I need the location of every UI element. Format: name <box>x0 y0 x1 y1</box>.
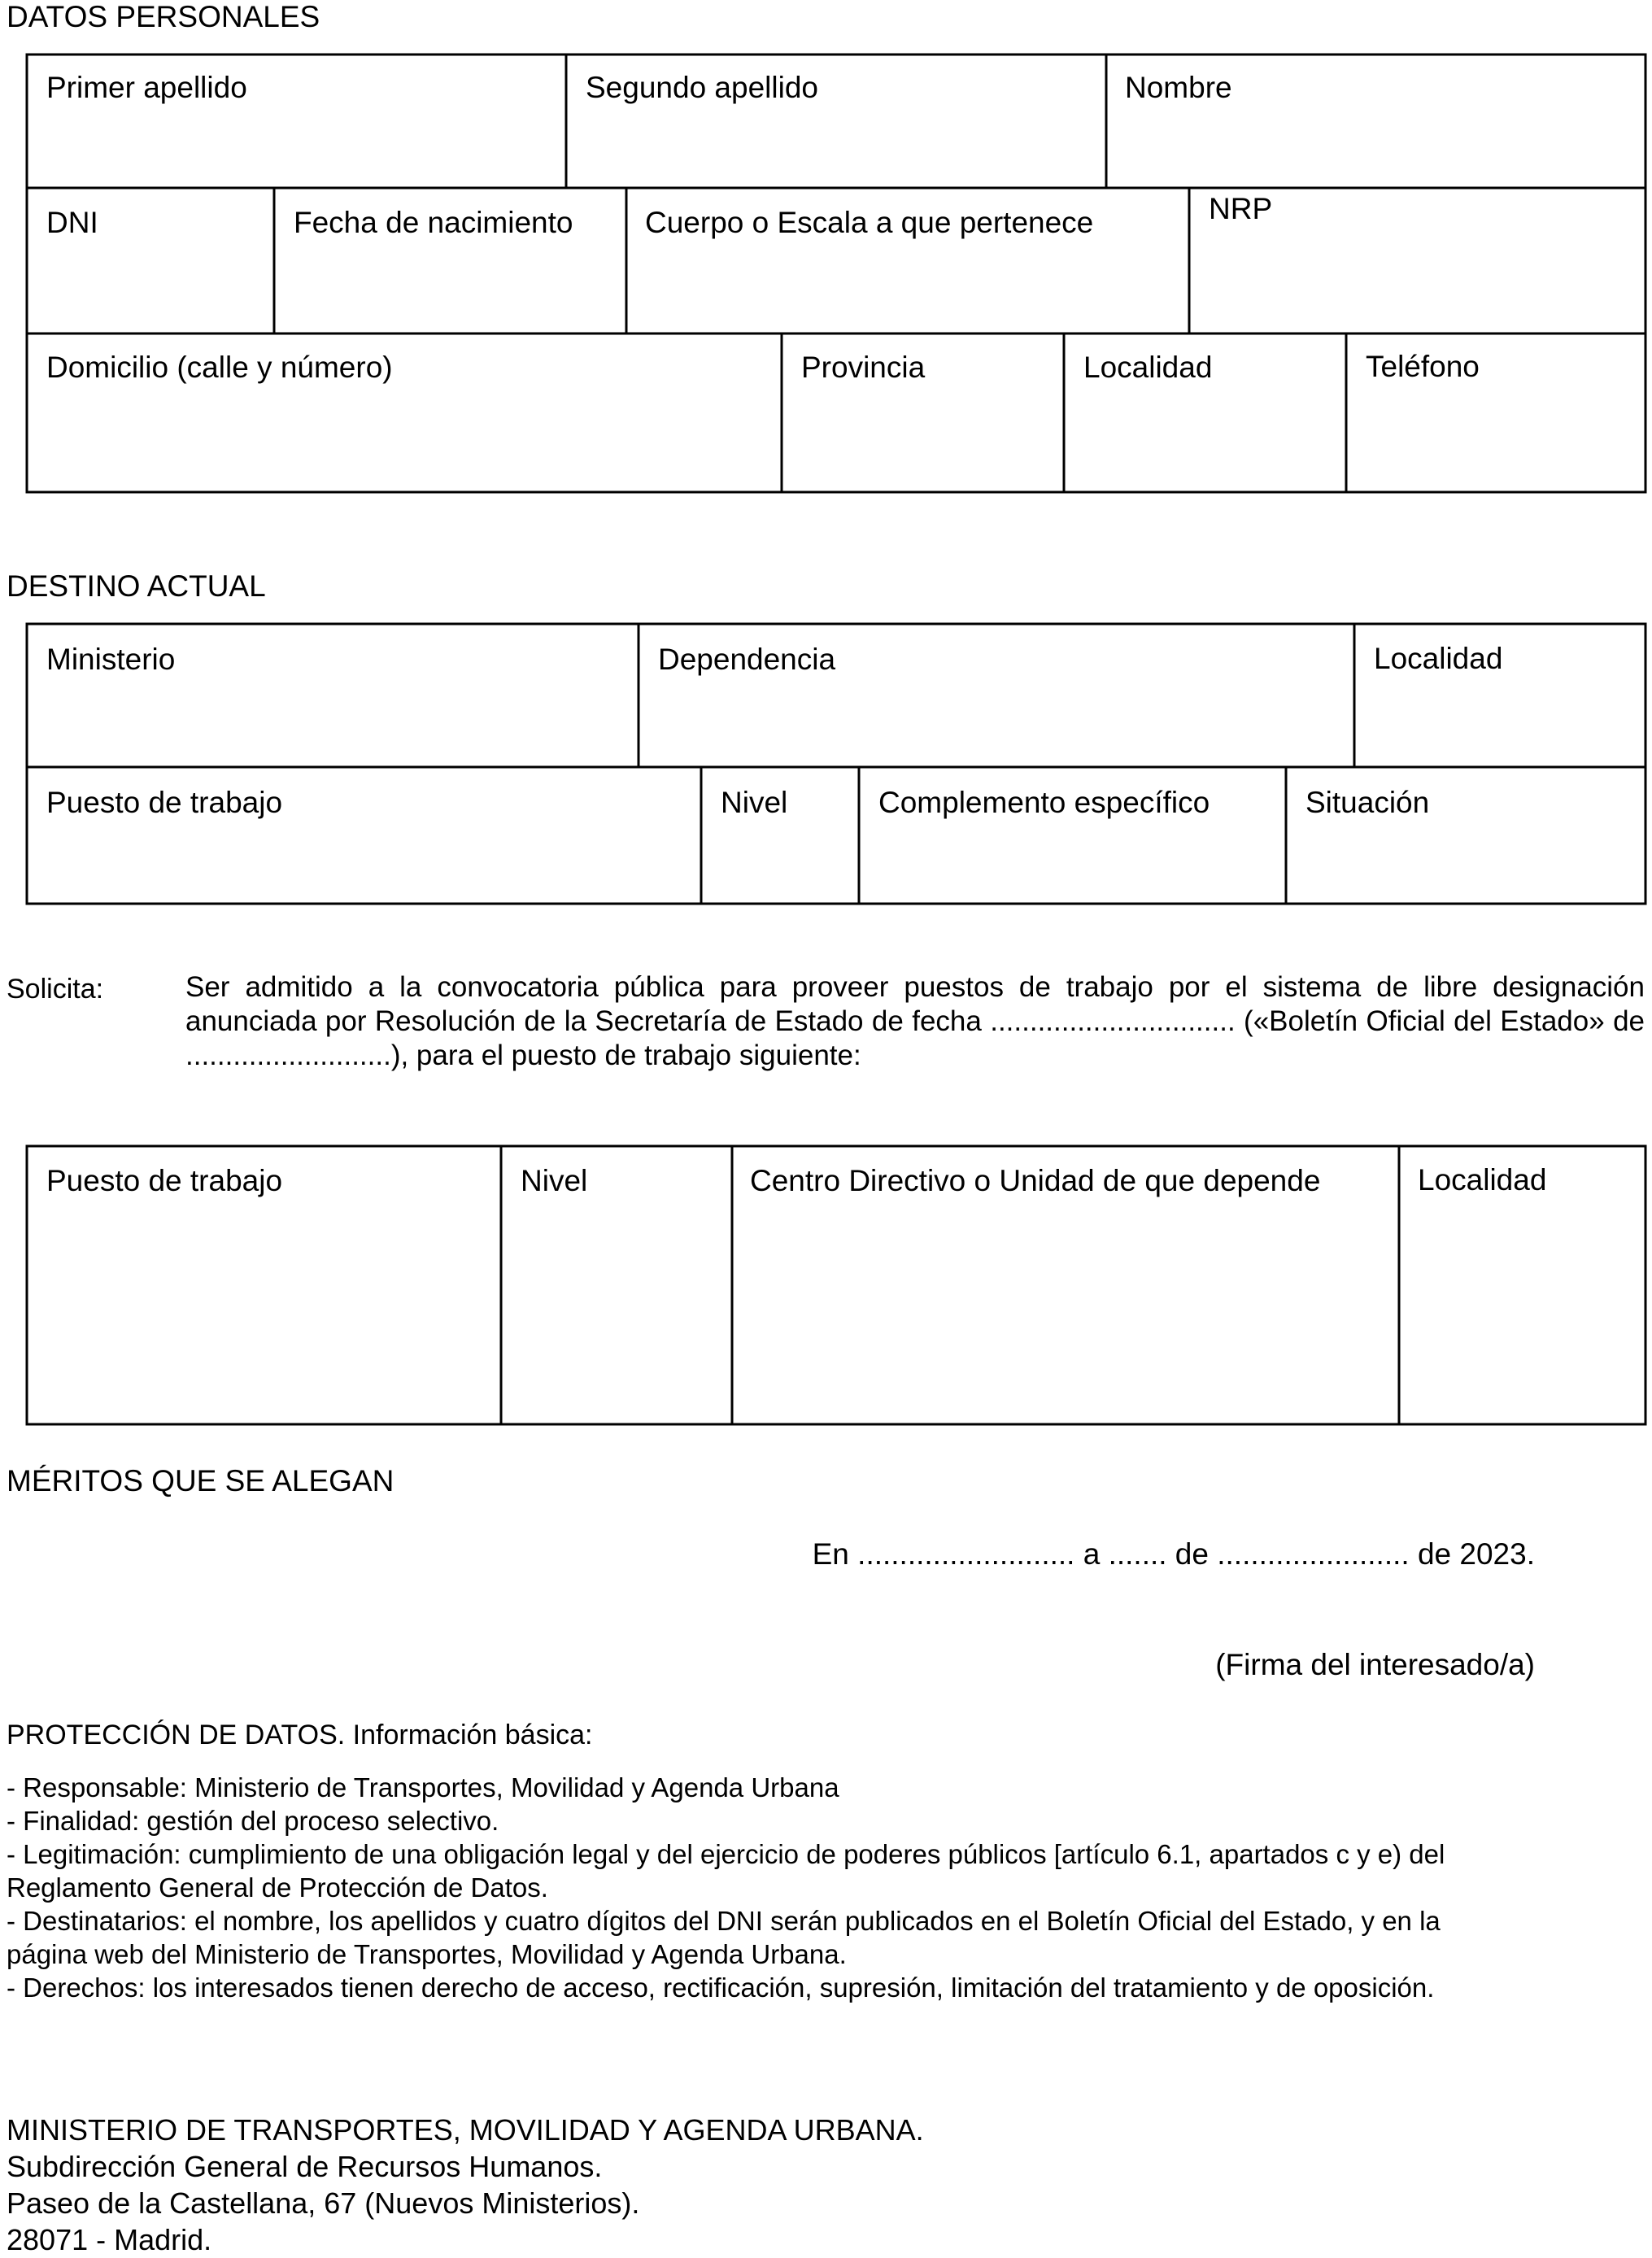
request-text: Ser admitido a la convocatoria pública para proveer puestos de trabajo por el sistema de libre designación anunciada por Resolución de la Secretaría de Estado de fecha ............................... («Boletín Oficial del Estado» de ..........................), para el puesto de trabajo siguiente: <box>185 971 1645 1071</box>
birth-date-label: Fecha de nacimiento <box>294 206 573 239</box>
nrp-label: NRP <box>1209 192 1273 225</box>
privacy-item-destinatarios: - Destinatarios: el nombre, los apellidos y cuatro dígitos del DNI serán publicados en el Boletín Oficial del Estado, y en la <box>7 1906 1441 1936</box>
current-section-title: DESTINO ACTUAL <box>7 569 266 603</box>
current-specific-complement-label: Complemento específico <box>878 786 1210 819</box>
request-label: Solicita: <box>7 974 104 1005</box>
privacy-item-derechos: - Derechos: los interesados tienen derecho de acceso, rectificación, supresión, limitación del tratamiento y de oposición. <box>7 1972 1435 2003</box>
second-surname-label: Segundo apellido <box>586 71 818 104</box>
locality-label: Localidad <box>1083 351 1213 384</box>
current-ministry-label: Ministerio <box>46 643 176 676</box>
first-surname-label: Primer apellido <box>46 71 247 104</box>
corps-label: Cuerpo o Escala a que pertenece <box>645 206 1094 239</box>
dni-label: DNI <box>46 206 98 239</box>
current-level-label: Nivel <box>721 786 788 819</box>
requested-job-label: Puesto de trabajo <box>46 1164 283 1197</box>
province-label: Provincia <box>801 351 926 384</box>
privacy-title: PROTECCIÓN DE DATOS. Información básica: <box>7 1720 593 1750</box>
privacy-item-legitimacion-cont: Reglamento General de Protección de Datos. <box>7 1872 548 1903</box>
current-situation-label: Situación <box>1305 786 1430 819</box>
requested-level-label: Nivel <box>521 1164 588 1197</box>
privacy-item-responsable: - Responsable: Ministerio de Transportes, Movilidad y Agenda Urbana <box>7 1772 839 1802</box>
ministry-name: MINISTERIO DE TRANSPORTES, MOVILIDAD Y AGENDA URBANA. <box>7 2113 924 2147</box>
current-job-label: Puesto de trabajo <box>46 786 283 819</box>
name-label: Nombre <box>1125 71 1232 104</box>
address-label: Domicilio (calle y número) <box>46 351 393 384</box>
personal-section-title: DATOS PERSONALES <box>7 0 320 33</box>
merits-section-title: MÉRITOS QUE SE ALEGAN <box>7 1464 394 1497</box>
requested-center-label: Centro Directivo o Unidad de que depende <box>750 1164 1321 1197</box>
phone-label: Teléfono <box>1366 350 1480 383</box>
ministry-street: Paseo de la Castellana, 67 (Nuevos Ministerios). <box>7 2186 640 2220</box>
date-line: En .......................... a ....... de ....................... de 2023. <box>812 1537 1535 1571</box>
privacy-item-destinatarios-cont: página web del Ministerio de Transportes, Movilidad y Agenda Urbana. <box>7 1939 847 1969</box>
signature-label: (Firma del interesado/a) <box>1215 1648 1535 1681</box>
ministry-subdirectorate: Subdirección General de Recursos Humanos. <box>7 2150 603 2183</box>
requested-locality-label: Localidad <box>1418 1163 1547 1197</box>
ministry-city: 28071 - Madrid. <box>7 2223 212 2256</box>
privacy-item-legitimacion: - Legitimación: cumplimiento de una obligación legal y del ejercicio de poderes públicos [artículo 6.1, apartados c y e) del <box>7 1839 1445 1869</box>
personal-table-border <box>27 54 1645 492</box>
privacy-item-finalidad: - Finalidad: gestión del proceso selectivo. <box>7 1806 499 1836</box>
current-locality-label: Localidad <box>1374 642 1503 675</box>
current-department-label: Dependencia <box>658 643 836 676</box>
